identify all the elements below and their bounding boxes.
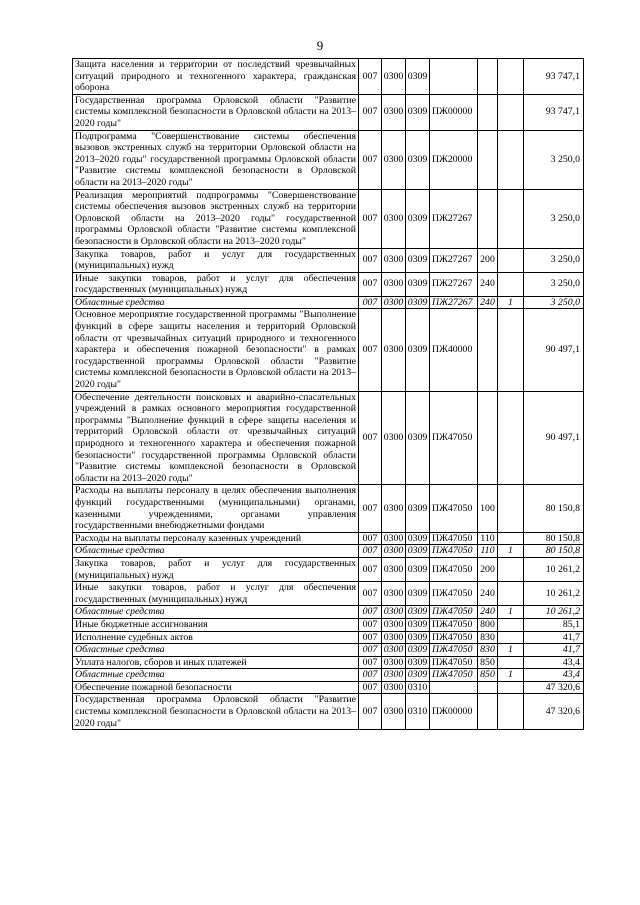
- expense-type-code: 240: [478, 606, 498, 619]
- vedomstvo-code: 007: [359, 557, 382, 581]
- subsidy-code: [498, 485, 524, 532]
- razdel-code: 0300: [382, 296, 406, 309]
- podrazdel-code: 0309: [406, 391, 430, 485]
- row-name: Уплата налогов, сборов и иных платежей: [73, 656, 359, 669]
- amount-value: 80 150,8: [524, 485, 584, 532]
- target-article-code: ПЖ47050: [430, 391, 478, 485]
- target-article-code: ПЖ00000: [430, 694, 478, 730]
- row-name: Государственная программа Орловской области "Развитие системы комплексной безопасности в Орловской области на 2013–2020 годы": [73, 94, 359, 130]
- target-article-code: ПЖ47050: [430, 532, 478, 545]
- amount-value: 93 747,1: [524, 94, 584, 130]
- target-article-code: ПЖ47050: [430, 557, 478, 581]
- amount-value: 80 150,8: [524, 532, 584, 545]
- vedomstvo-code: 007: [359, 545, 382, 558]
- expense-type-code: [478, 130, 498, 189]
- target-article-code: ПЖ47050: [430, 582, 478, 606]
- row-name: Основное мероприятие государственной программы "Выполнение функций в сфере защиты населения и территорий Орловской области от чрезвычайных ситуаций природного и техногенного характера и обеспечения пожарной безопасности" в рамках государственной программы Орловской области "Развитие системы комплексной безопасности в Орловской области на 2013–2020 годы": [73, 309, 359, 391]
- subsidy-code: [498, 248, 524, 272]
- expense-type-code: [478, 309, 498, 391]
- podrazdel-code: 0309: [406, 309, 430, 391]
- amount-value: 3 250,0: [524, 130, 584, 189]
- subsidy-code: [498, 582, 524, 606]
- target-article-code: ПЖ27267: [430, 272, 478, 296]
- amount-value: 47 320,6: [524, 681, 584, 694]
- subsidy-code: [498, 189, 524, 248]
- razdel-code: 0300: [382, 656, 406, 669]
- table-row: [73, 296, 584, 309]
- amount-value: 3 250,0: [524, 189, 584, 248]
- expense-type-code: 850: [478, 656, 498, 669]
- vedomstvo-code: 007: [359, 644, 382, 657]
- target-article-code: ПЖ40000: [430, 309, 478, 391]
- vedomstvo-code: 007: [359, 606, 382, 619]
- row-name: Закупка товаров, работ и услуг для государственных (муниципальных) нужд: [73, 557, 359, 581]
- vedomstvo-code: 007: [359, 582, 382, 606]
- podrazdel-code: 0309: [406, 644, 430, 657]
- expense-type-code: 850: [478, 669, 498, 682]
- vedomstvo-code: 007: [359, 248, 382, 272]
- target-article-code: ПЖ00000: [430, 94, 478, 130]
- row-name: Иные бюджетные ассигнования: [73, 618, 359, 631]
- target-article-code: ПЖ47050: [430, 631, 478, 644]
- table-row: [73, 644, 584, 657]
- expense-type-code: 200: [478, 248, 498, 272]
- expense-type-code: [478, 681, 498, 694]
- target-article-code: ПЖ47050: [430, 644, 478, 657]
- amount-value: 3 250,0: [524, 248, 584, 272]
- podrazdel-code: 0309: [406, 272, 430, 296]
- vedomstvo-code: 007: [359, 94, 382, 130]
- row-name: Расходы на выплаты персоналу казенных учреждений: [73, 532, 359, 545]
- row-name: Реализация мероприятий подпрограммы "Совершенствование системы обеспечения вызовов экстренных служб на территории Орловской области на 2013–2020 годы" государственной программы Орловской области "Развитие системы комплексной безопасности в Орловской области на 2013–2020 годы": [73, 189, 359, 248]
- table-row: [73, 557, 584, 581]
- podrazdel-code: 0310: [406, 694, 430, 730]
- podrazdel-code: 0309: [406, 296, 430, 309]
- amount-value: 80 150,8: [524, 545, 584, 558]
- razdel-code: 0300: [382, 59, 406, 95]
- amount-value: 90 497,1: [524, 391, 584, 485]
- vedomstvo-code: 007: [359, 618, 382, 631]
- vedomstvo-code: 007: [359, 272, 382, 296]
- subsidy-code: [498, 656, 524, 669]
- podrazdel-code: 0309: [406, 248, 430, 272]
- row-name: Иные закупки товаров, работ и услуг для обеспечения государственных (муниципальных) нужд: [73, 582, 359, 606]
- podrazdel-code: 0309: [406, 94, 430, 130]
- razdel-code: 0300: [382, 557, 406, 581]
- row-name: Областные средства: [73, 545, 359, 558]
- amount-value: 3 250,0: [524, 272, 584, 296]
- row-name: Областные средства: [73, 644, 359, 657]
- vedomstvo-code: 007: [359, 485, 382, 532]
- amount-value: 10 261,2: [524, 606, 584, 619]
- subsidy-code: [498, 130, 524, 189]
- podrazdel-code: 0309: [406, 606, 430, 619]
- expense-type-code: 240: [478, 272, 498, 296]
- table-row: [73, 545, 584, 558]
- amount-value: 47 320,6: [524, 694, 584, 730]
- vedomstvo-code: 007: [359, 694, 382, 730]
- razdel-code: 0300: [382, 485, 406, 532]
- row-name: Расходы на выплаты персоналу в целях обеспечения выполнения функций государственными (муниципальными) органами, казенными учреждениями, органами управления государственными внебюджетными фондами: [73, 485, 359, 532]
- amount-value: 90 497,1: [524, 309, 584, 391]
- target-article-code: ПЖ47050: [430, 485, 478, 532]
- target-article-code: ПЖ27267: [430, 296, 478, 309]
- budget-table: [72, 58, 584, 730]
- razdel-code: 0300: [382, 644, 406, 657]
- row-name: Областные средства: [73, 669, 359, 682]
- podrazdel-code: 0309: [406, 557, 430, 581]
- podrazdel-code: 0309: [406, 631, 430, 644]
- table-row: [73, 631, 584, 644]
- razdel-code: 0300: [382, 669, 406, 682]
- podrazdel-code: 0309: [406, 485, 430, 532]
- table-row: [73, 94, 584, 130]
- subsidy-code: [498, 618, 524, 631]
- razdel-code: 0300: [382, 618, 406, 631]
- expense-type-code: [478, 694, 498, 730]
- expense-type-code: 830: [478, 644, 498, 657]
- target-article-code: ПЖ20000: [430, 130, 478, 189]
- amount-value: 85,1: [524, 618, 584, 631]
- table-row: [73, 189, 584, 248]
- vedomstvo-code: 007: [359, 296, 382, 309]
- podrazdel-code: 0309: [406, 130, 430, 189]
- target-article-code: [430, 59, 478, 95]
- vedomstvo-code: 007: [359, 130, 382, 189]
- razdel-code: 0300: [382, 248, 406, 272]
- amount-value: 10 261,2: [524, 557, 584, 581]
- podrazdel-code: 0309: [406, 582, 430, 606]
- podrazdel-code: 0309: [406, 656, 430, 669]
- razdel-code: 0300: [382, 545, 406, 558]
- razdel-code: 0300: [382, 391, 406, 485]
- subsidy-code: [498, 272, 524, 296]
- podrazdel-code: 0309: [406, 618, 430, 631]
- table-row: [73, 248, 584, 272]
- subsidy-code: [498, 631, 524, 644]
- razdel-code: 0300: [382, 681, 406, 694]
- target-article-code: ПЖ47050: [430, 656, 478, 669]
- expense-type-code: [478, 59, 498, 95]
- subsidy-code: 1: [498, 545, 524, 558]
- razdel-code: 0300: [382, 694, 406, 730]
- razdel-code: 0300: [382, 532, 406, 545]
- subsidy-code: [498, 557, 524, 581]
- amount-value: 10 261,2: [524, 582, 584, 606]
- row-name: Иные закупки товаров, работ и услуг для обеспечения государственных (муниципальных) нужд: [73, 272, 359, 296]
- row-name: Защита населения и территории от последствий чрезвычайных ситуаций природного и техногенного характера, гражданская оборона: [73, 59, 359, 95]
- vedomstvo-code: 007: [359, 669, 382, 682]
- razdel-code: 0300: [382, 606, 406, 619]
- subsidy-code: 1: [498, 296, 524, 309]
- podrazdel-code: 0309: [406, 59, 430, 95]
- amount-value: 43,4: [524, 669, 584, 682]
- expense-type-code: 830: [478, 631, 498, 644]
- vedomstvo-code: 007: [359, 532, 382, 545]
- subsidy-code: [498, 94, 524, 130]
- row-name: Обеспечение пожарной безопасности: [73, 681, 359, 694]
- vedomstvo-code: 007: [359, 681, 382, 694]
- expense-type-code: 200: [478, 557, 498, 581]
- expense-type-code: [478, 94, 498, 130]
- table-row: [73, 656, 584, 669]
- amount-value: 41,7: [524, 631, 584, 644]
- table-row: [73, 694, 584, 730]
- vedomstvo-code: 007: [359, 656, 382, 669]
- table-row: [73, 618, 584, 631]
- subsidy-code: [498, 532, 524, 545]
- target-article-code: ПЖ47050: [430, 669, 478, 682]
- expense-type-code: [478, 189, 498, 248]
- expense-type-code: 100: [478, 485, 498, 532]
- amount-value: 41,7: [524, 644, 584, 657]
- target-article-code: ПЖ47050: [430, 545, 478, 558]
- razdel-code: 0300: [382, 189, 406, 248]
- expense-type-code: 240: [478, 296, 498, 309]
- razdel-code: 0300: [382, 94, 406, 130]
- table-row: [73, 59, 584, 95]
- podrazdel-code: 0310: [406, 681, 430, 694]
- table-row: [73, 272, 584, 296]
- expense-type-code: [478, 391, 498, 485]
- subsidy-code: [498, 309, 524, 391]
- row-name: Обеспечение деятельности поисковых и аварийно-спасательных учреждений в рамках основного мероприятия государственной программы "Выполнение функций в сфере защиты населения и территорий Орловской области от чрезвычайных ситуаций природного и техногенного характера и обеспечения пожарной безопасности" государственной программы Орловской области "Развитие системы комплексной безопасности в Орловской области на 2013–2020 годы": [73, 391, 359, 485]
- row-name: Областные средства: [73, 296, 359, 309]
- podrazdel-code: 0309: [406, 189, 430, 248]
- row-name: Областные средства: [73, 606, 359, 619]
- subsidy-code: [498, 59, 524, 95]
- expense-type-code: 240: [478, 582, 498, 606]
- target-article-code: [430, 681, 478, 694]
- subsidy-code: [498, 681, 524, 694]
- podrazdel-code: 0309: [406, 669, 430, 682]
- table-row: [73, 606, 584, 619]
- razdel-code: 0300: [382, 582, 406, 606]
- row-name: Государственная программа Орловской области "Развитие системы комплексной безопасности в Орловской области на 2013–2020 годы": [73, 694, 359, 730]
- budget-table-body: [73, 59, 584, 730]
- podrazdel-code: 0309: [406, 532, 430, 545]
- table-row: [73, 669, 584, 682]
- target-article-code: ПЖ27267: [430, 189, 478, 248]
- target-article-code: ПЖ27267: [430, 248, 478, 272]
- razdel-code: 0300: [382, 631, 406, 644]
- table-row: [73, 582, 584, 606]
- target-article-code: ПЖ47050: [430, 618, 478, 631]
- row-name: Подпрограмма "Совершенствование системы обеспечения вызовов экстренных служб на территории Орловской области на 2013–2020 годы" государственной программы Орловской области "Развитие системы комплексной безопасности в Орловской области на 2013–2020 годы": [73, 130, 359, 189]
- vedomstvo-code: 007: [359, 309, 382, 391]
- razdel-code: 0300: [382, 309, 406, 391]
- row-name: Исполнение судебных актов: [73, 631, 359, 644]
- amount-value: 43,4: [524, 656, 584, 669]
- vedomstvo-code: 007: [359, 59, 382, 95]
- vedomstvo-code: 007: [359, 391, 382, 485]
- row-name: Закупка товаров, работ и услуг для государственных (муниципальных) нужд: [73, 248, 359, 272]
- podrazdel-code: 0309: [406, 545, 430, 558]
- razdel-code: 0300: [382, 130, 406, 189]
- page-number: 9: [316, 38, 324, 53]
- expense-type-code: 800: [478, 618, 498, 631]
- vedomstvo-code: 007: [359, 631, 382, 644]
- table-row: [73, 681, 584, 694]
- amount-value: 3 250,0: [524, 296, 584, 309]
- table-row: [73, 485, 584, 532]
- subsidy-code: [498, 694, 524, 730]
- vedomstvo-code: 007: [359, 189, 382, 248]
- subsidy-code: 1: [498, 644, 524, 657]
- target-article-code: ПЖ47050: [430, 606, 478, 619]
- subsidy-code: 1: [498, 669, 524, 682]
- table-row: [73, 532, 584, 545]
- amount-value: 93 747,1: [524, 59, 584, 95]
- expense-type-code: 110: [478, 532, 498, 545]
- subsidy-code: [498, 391, 524, 485]
- table-row: [73, 309, 584, 391]
- razdel-code: 0300: [382, 272, 406, 296]
- table-row: [73, 130, 584, 189]
- table-row: [73, 391, 584, 485]
- subsidy-code: 1: [498, 606, 524, 619]
- expense-type-code: 110: [478, 545, 498, 558]
